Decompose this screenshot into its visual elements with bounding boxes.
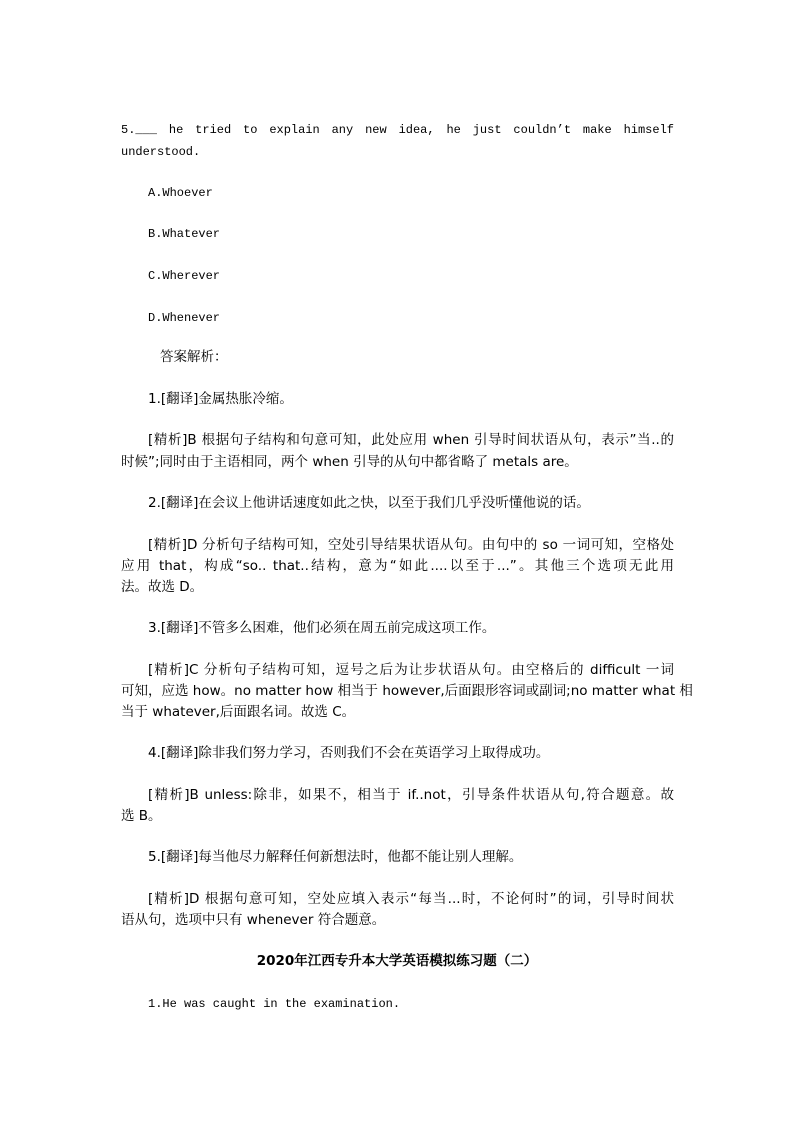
answer-5-analysis-line: 语从句，选项中只有 whenever 符合题意。 bbox=[121, 912, 386, 928]
option-b: B.Whatever bbox=[148, 227, 221, 241]
answer-heading: 答案解析： bbox=[160, 349, 228, 365]
answer-3-translation: 3.[翻译]不管多么困难，他们必须在周五前完成这项工作。 bbox=[148, 620, 496, 636]
answer-4-translation: 4.[翻译]除非我们努力学习，否则我们不会在英语学习上取得成功。 bbox=[148, 745, 550, 761]
answer-3-analysis-line: [精析]C 分析句子结构可知，逗号之后为让步状语从句。由空格后的 difficult 一词 bbox=[148, 662, 674, 678]
question-5-stem-continued: understood. bbox=[121, 145, 201, 159]
answer-2-analysis-line: 法。故选 D。 bbox=[121, 579, 204, 595]
answer-2-translation: 2.[翻译]在会议上他讲话速度如此之快，以至于我们几乎没听懂他说的话。 bbox=[148, 495, 590, 511]
answer-1-translation: 1.[翻译]金属热胀冷缩。 bbox=[148, 391, 293, 407]
answer-5-translation: 5.[翻译]每当他尽力解释任何新想法时，他都不能让别人理解。 bbox=[148, 849, 523, 865]
answer-2-analysis-line: 应用 that，构成“so.. that..结构，意为“如此....以至于...”。其他三个选项无此用 bbox=[121, 558, 674, 574]
answer-4-analysis-line: 选 B。 bbox=[121, 808, 162, 824]
answer-4-analysis-line: [精析]B unless:除非，如果不，相当于 if..not，引导条件状语从句,符合题意。故 bbox=[148, 787, 674, 803]
option-d: D.Whenever bbox=[148, 311, 221, 325]
answer-2-analysis-line: [精析]D 分析句子结构可知，空处引导结果状语从句。由句中的 so 一词可知，空格处 bbox=[148, 537, 674, 553]
option-c: C.Wherever bbox=[148, 269, 221, 283]
option-a: A.Whoever bbox=[148, 186, 213, 200]
next-question: 1.He was caught in the examination. bbox=[148, 997, 401, 1011]
answer-1-analysis-line: 时候”;同时由于主语相同，两个 when 引导的从句中都省略了 metals are。 bbox=[121, 454, 578, 470]
question-5-stem: 5.___ he tried to explain any new idea, he just couldn’t make himself bbox=[121, 123, 674, 137]
answer-1-analysis-line: [精析]B 根据句子结构和句意可知，此处应用 when 引导时间状语从句，表示”当..的 bbox=[148, 432, 674, 448]
answer-3-analysis-line: 当于 whatever,后面跟名词。故选 C。 bbox=[121, 704, 356, 720]
section-title: 2020年江西专升本大学英语模拟练习题（二） bbox=[256, 953, 538, 969]
answer-3-analysis-line: 可知，应选 how。no matter how 相当于 however,后面跟形容词或副词;no matter what 相 bbox=[121, 683, 693, 699]
answer-5-analysis-line: [精析]D 根据句意可知，空处应填入表示“每当...时，不论何时”的词，引导时间状 bbox=[148, 891, 674, 907]
